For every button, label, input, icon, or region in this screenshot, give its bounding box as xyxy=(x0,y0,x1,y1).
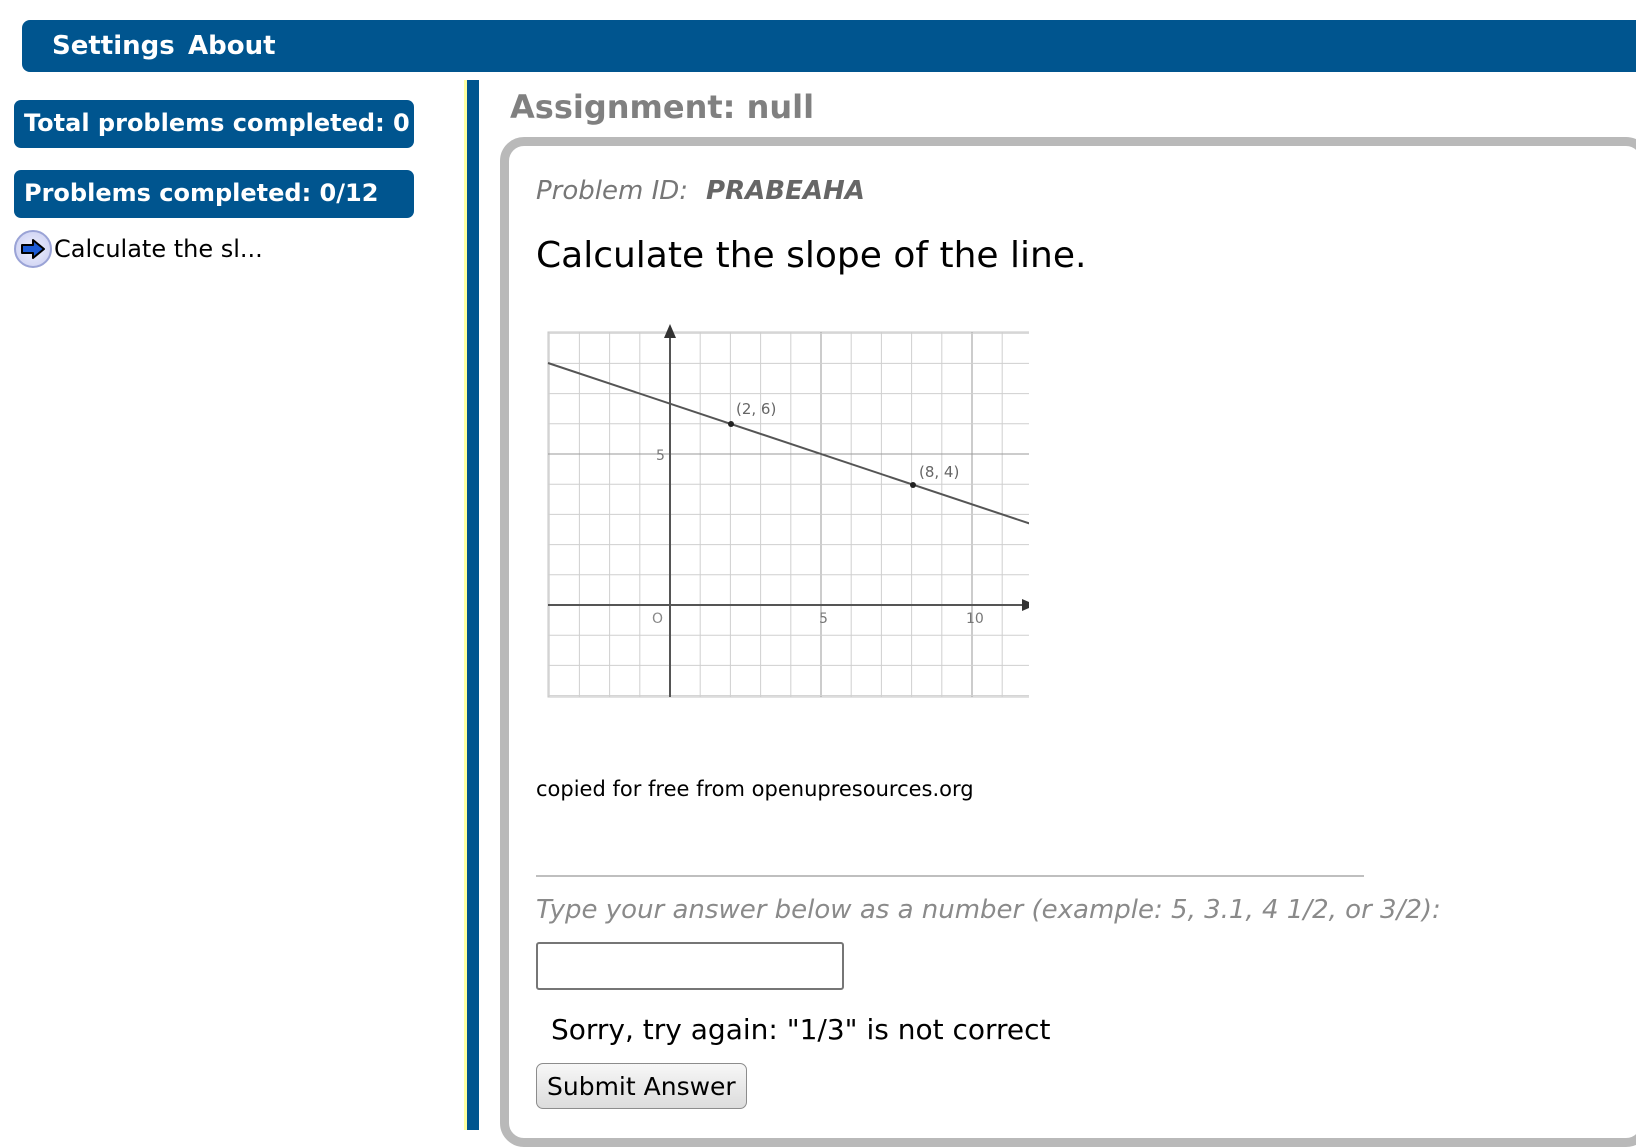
line-graph-image xyxy=(536,322,1029,700)
point-b xyxy=(910,482,916,488)
point-a-label: (2, 6) xyxy=(736,400,777,418)
answer-instructions: Type your answer below as a number (example: 5, 3.1, 4 1/2, or 3/2): xyxy=(536,895,1441,925)
problem-id xyxy=(536,176,865,206)
y-axis-arrow xyxy=(664,324,676,338)
problem-link-label: Calculate the sl... xyxy=(54,235,263,263)
problems-completed-badge: Problems completed: 0/12 xyxy=(14,170,414,218)
sidebar-problem-link[interactable] xyxy=(14,230,263,268)
sidebar-divider xyxy=(467,80,479,1130)
credit-text: copied for free from openupresources.org xyxy=(536,777,974,801)
x-tick-5-label: 5 xyxy=(819,611,828,627)
problem-id-value: PRABEAHA xyxy=(706,176,865,206)
about-link[interactable]: About xyxy=(188,31,276,61)
point-b-label: (8, 4) xyxy=(919,463,960,481)
origin-label: O xyxy=(652,611,664,627)
problem-id-label: Problem ID: xyxy=(536,176,689,206)
feedback-message: Sorry, try again: "1/3" is not correct xyxy=(551,1013,1051,1046)
y-tick-label: 5 xyxy=(656,448,665,464)
x-tick-10-label: 10 xyxy=(966,611,984,627)
assignment-title: Assignment: null xyxy=(510,88,815,126)
top-nav-bar xyxy=(22,20,1636,72)
section-divider xyxy=(536,875,1364,877)
arrow-right-icon xyxy=(14,230,52,268)
answer-input[interactable] xyxy=(536,942,844,990)
settings-link[interactable]: Settings xyxy=(52,31,175,61)
question-text: Calculate the slope of the line. xyxy=(536,235,1087,276)
point-a xyxy=(728,421,734,427)
total-problems-badge: Total problems completed: 0 xyxy=(14,100,414,148)
submit-answer-button[interactable]: Submit Answer xyxy=(536,1063,747,1109)
